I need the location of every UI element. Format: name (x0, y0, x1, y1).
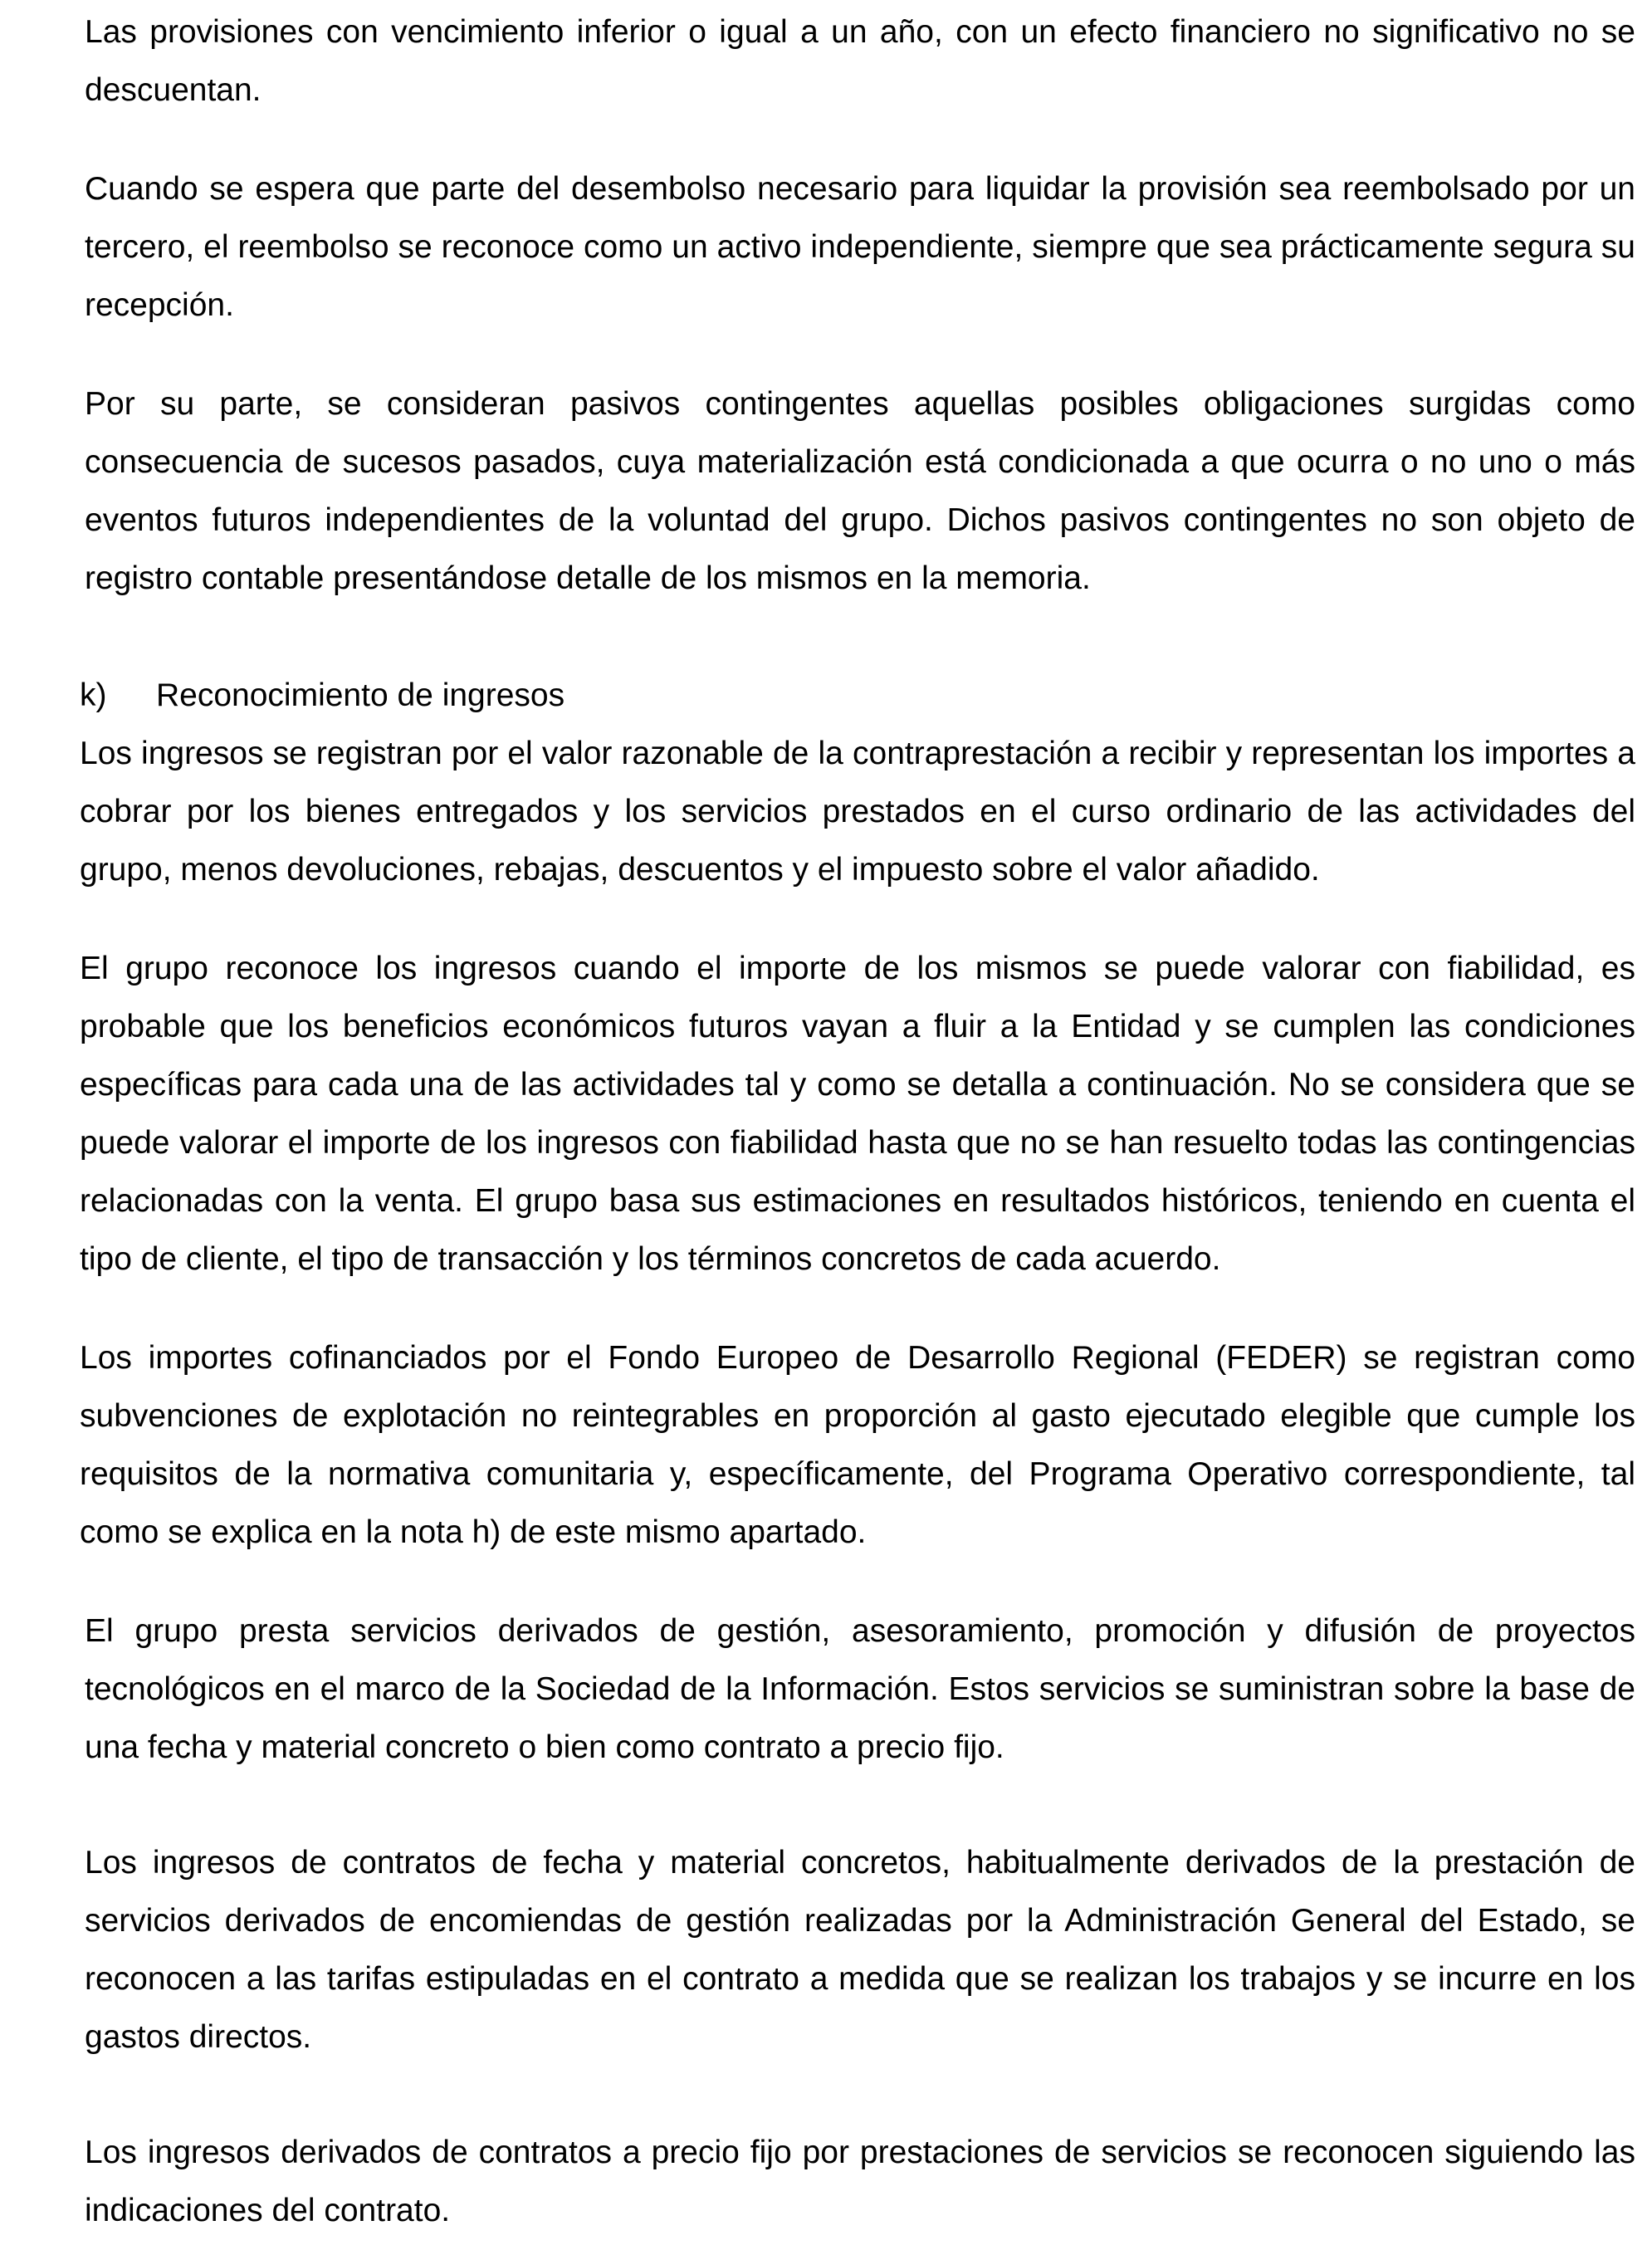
section-heading-k (80, 667, 565, 725)
paragraph-feder-cofinancing: Los importes cofinanciados por el Fondo Europeo de Desarrollo Regional (FEDER) se registran como subvenciones de explotación no reintegrables en proporción al gasto ejecutado elegible que cumple los requisitos de la normativa comunitaria y, específicamente, del Programa Operativo correspondiente, tal como se explica en la nota h) de este mismo apartado. (80, 1340, 1635, 1550)
paragraph-fixed-price-contracts: Los ingresos derivados de contratos a precio fijo por prestaciones de servicios se reconocen siguiendo las indicaciones del contrato. (85, 2135, 1635, 2228)
section-marker: k) (80, 677, 107, 713)
paragraph-revenue-measurement: Los ingresos se registran por el valor razonable de la contraprestación a recibir y representan los importes a cobrar por los bienes entregados y los servicios prestados en el curso ordinario de las actividades del grupo, menos devoluciones, rebajas, descuentos y el impuesto sobre el valor añadido. (80, 736, 1635, 888)
section-title: Reconocimiento de ingresos (156, 677, 565, 713)
paragraph-revenue-recognition: El grupo reconoce los ingresos cuando el importe de los mismos se puede valorar con fiabilidad, es probable que los beneficios económicos futuros vayan a fluir a la Entidad y se cumplen las condiciones específicas para cada una de las actividades tal y como se detalla a continuación. No se considera que se puede valorar el importe de los ingresos con fiabilidad hasta que no se han resuelto todas las contingencias relacionadas con la venta. El grupo basa sus estimaciones en resultados históricos, teniendo en cuenta el tipo de cliente, el tipo de transacción y los términos concretos de cada acuerdo. (80, 951, 1635, 1277)
paragraph-provisions-discount: Las provisiones con vencimiento inferior o igual a un año, con un efecto financiero no significativo no se descuentan. (85, 14, 1635, 108)
paragraph-reimbursement: Cuando se espera que parte del desembolso necesario para liquidar la provisión sea reembolsado por un tercero, el reembolso se reconoce como un activo independiente, siempre que sea prácticamente segura su recepción. (85, 171, 1635, 323)
paragraph-contingent-liabilities: Por su parte, se consideran pasivos contingentes aquellas posibles obligaciones surgidas como consecuencia de sucesos pasados, cuya materialización está condicionada a que ocurra o no uno o más eventos futuros independientes de la voluntad del grupo. Dichos pasivos contingentes no son objeto de registro contable presentándose detalle de los mismos en la memoria. (85, 386, 1635, 596)
paragraph-time-material-contracts: Los ingresos de contratos de fecha y material concretos, habitualmente derivados de la prestación de servicios derivados de encomiendas de gestión realizadas por la Administración General del Estado, se reconocen a las tarifas estipuladas en el contrato a medida que se realizan los trabajos y se incurre en los gastos directos. (85, 1845, 1635, 2055)
paragraph-services-provided: El grupo presta servicios derivados de gestión, asesoramiento, promoción y difusión de proyectos tecnológicos en el marco de la Sociedad de la Información. Estos servicios se suministran sobre la base de una fecha y material concreto o bien como contrato a precio fijo. (85, 1613, 1635, 1765)
